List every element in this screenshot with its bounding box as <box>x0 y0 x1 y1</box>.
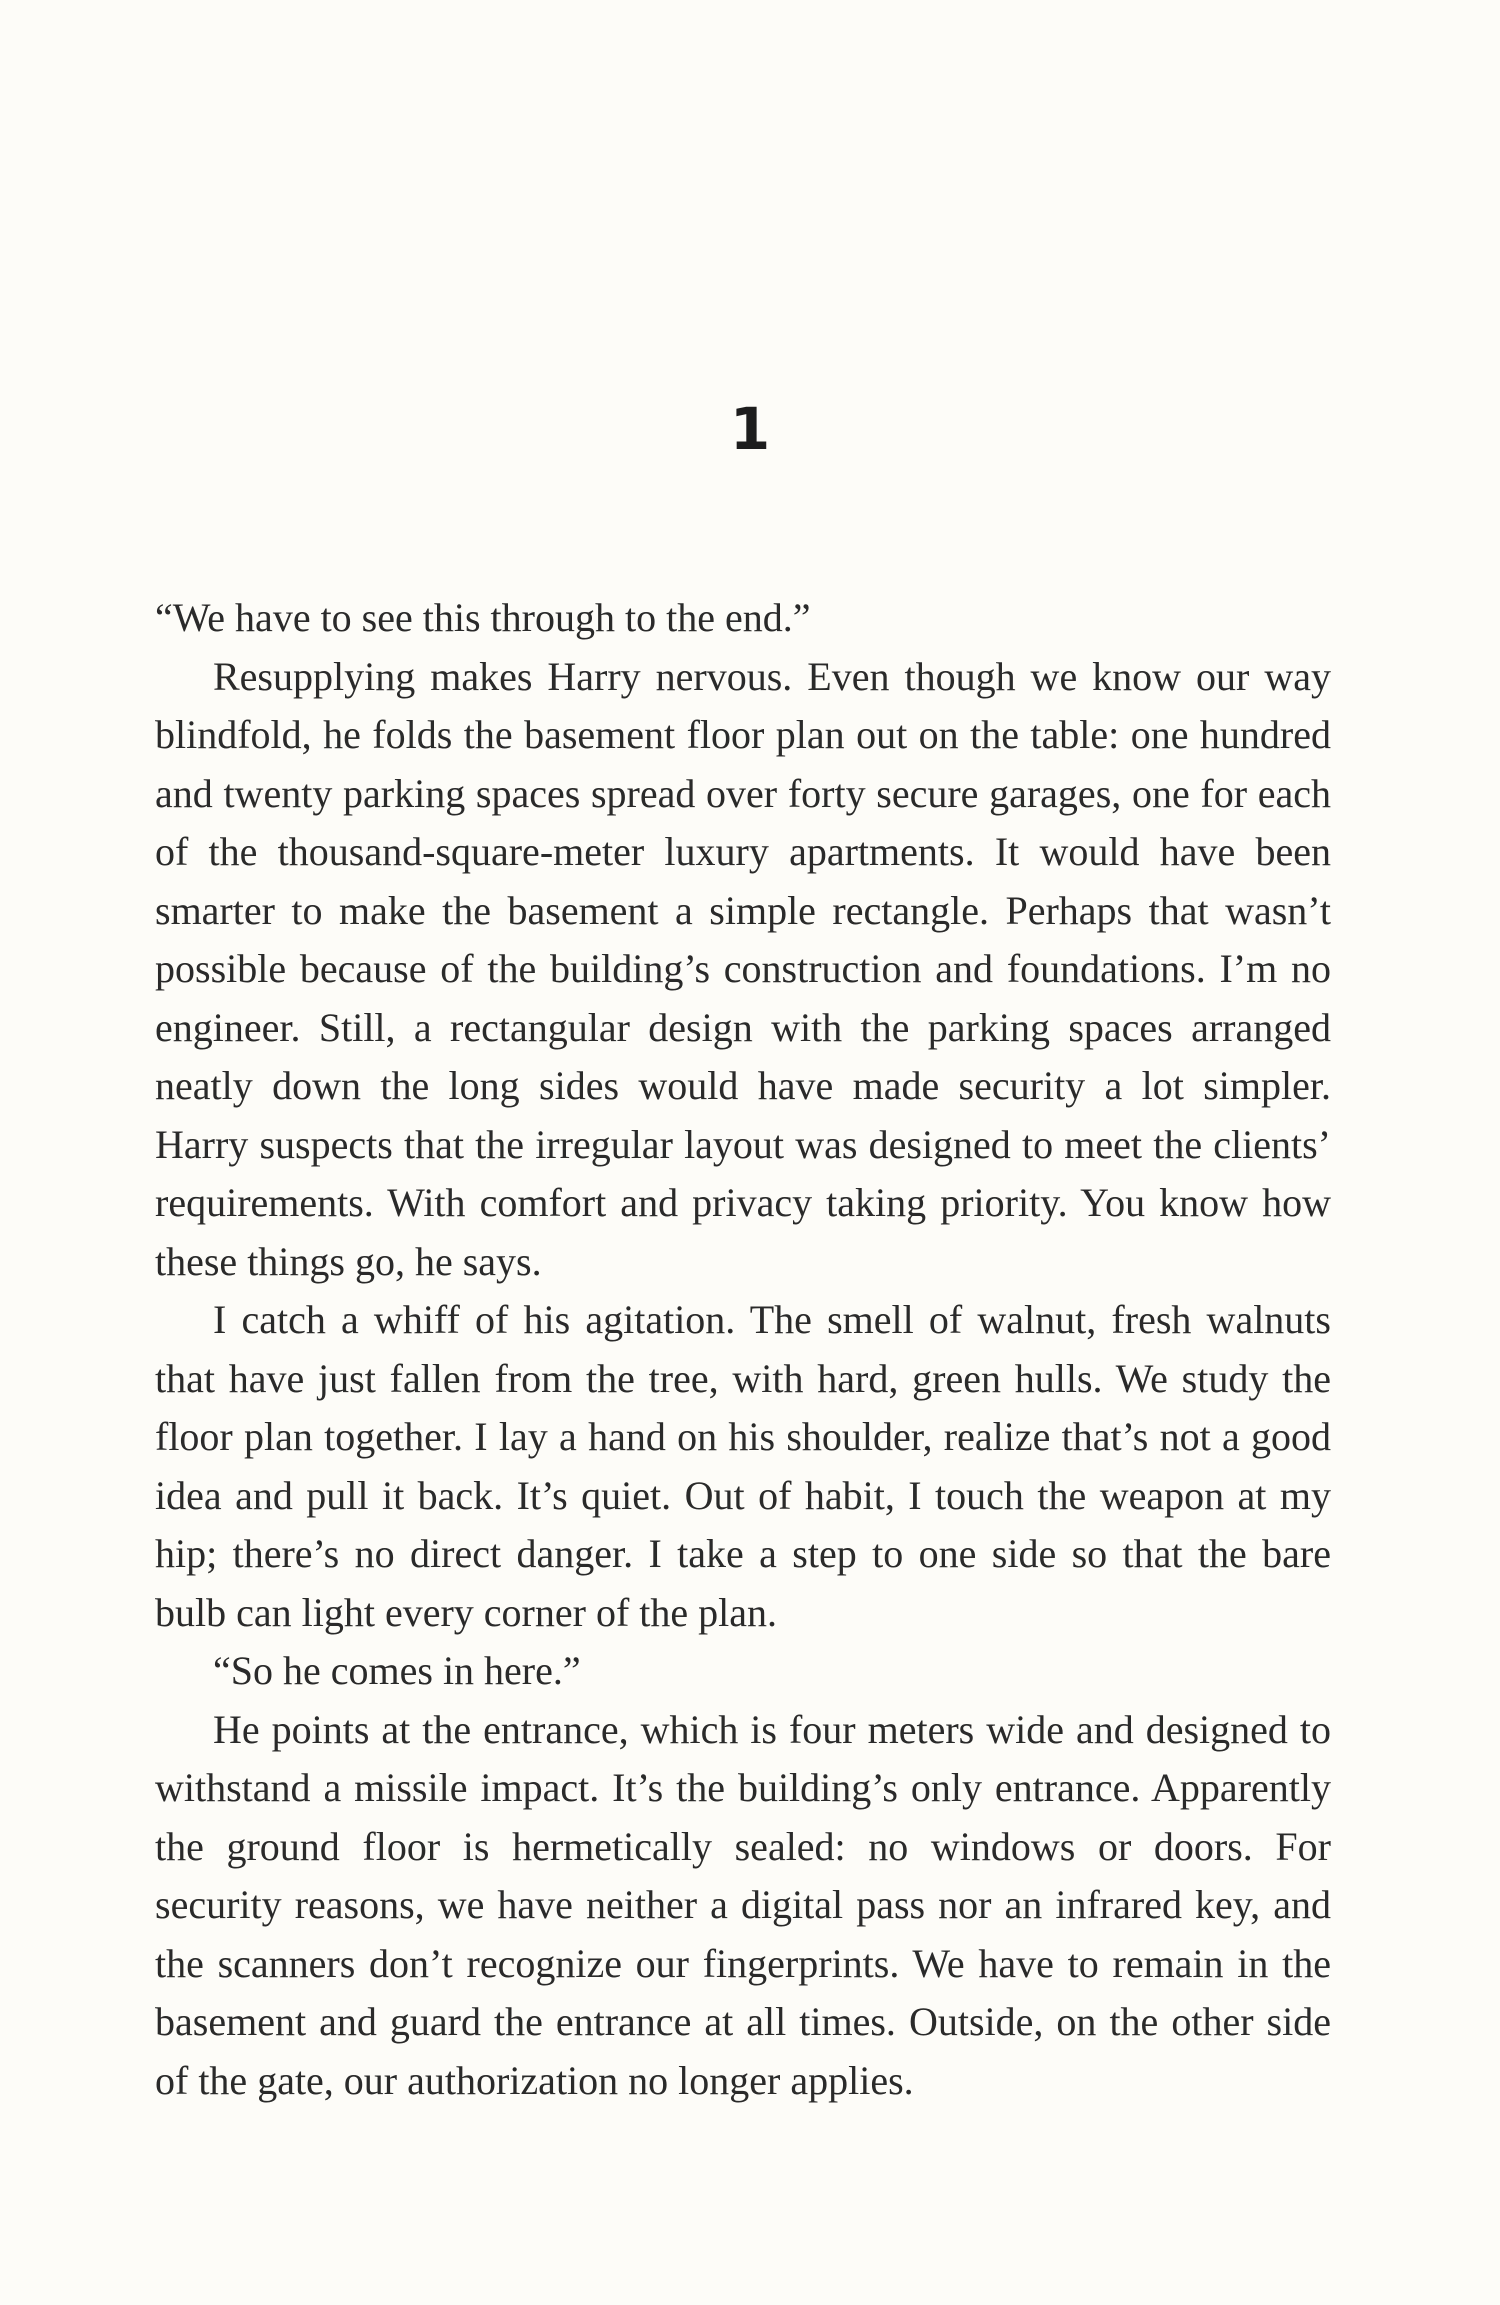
paragraph-entrance: He points at the entrance, which is four meters wide and designed to withstand a missile impact. It’s the building’s only entrance. Apparently the ground floor is hermetically sealed: no windows or doors. For security reasons, we have neither a digital pass nor an infrared key, and the scanners don’t recognize our fingerprints. We have to remain in the basement and guard the entrance at all times. Outside, on the other side of the gate, our authorization no longer applies. <box>155 1706 1331 2103</box>
paragraph-opening-dialogue: “We have to see this through to the end.” <box>155 595 811 640</box>
paragraph-resupplying: Resupplying makes Harry nervous. Even though we know our way blindfold, he folds the basement floor plan out on the table: one hundred and twenty parking spaces spread over forty secure garages, one for each of the thousand-square-meter luxury apartments. It would have been smarter to make the basement a simple rectangle. Perhaps that wasn’t possible because of the building’s construction and foundations. I’m no engineer. Still, a rectangular design with the parking spaces arranged neatly down the long sides would have made security a lot simpler. Harry suspects that the irregular layout was designed to meet the clients’ requirements. With comfort and privacy taking priority. You know how these things go, he says. <box>155 653 1331 1284</box>
paragraph-comes-in-here: “So he comes in here.” <box>213 1648 581 1693</box>
chapter-body <box>155 589 1331 2110</box>
paragraph-agitation: I catch a whiff of his agitation. The smell of walnut, fresh walnuts that have just fallen from the tree, with hard, green hulls. We study the floor plan together. I lay a hand on his shoulder, realize that’s not a good idea and pull it back. It’s quiet. Out of habit, I touch the weapon at my hip; there’s no direct danger. I take a step to one side so that the bare bulb can light every corner of the plan. <box>155 1297 1331 1635</box>
chapter-number: 1 <box>729 395 771 463</box>
